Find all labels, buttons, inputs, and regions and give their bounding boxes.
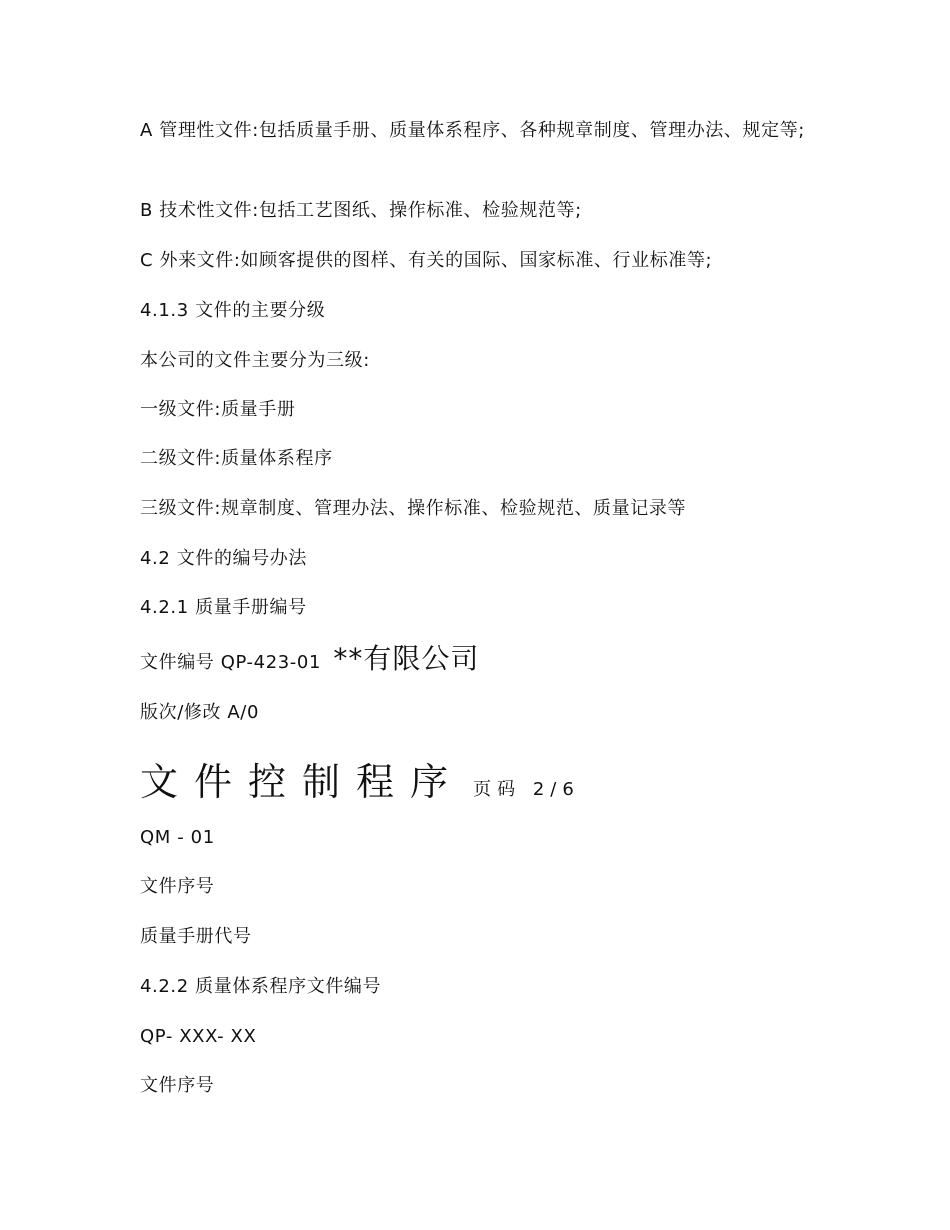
paragraph-management-docs: A 管理性文件:包括质量手册、质量体系程序、各种规章制度、管理办法、规定等; bbox=[140, 120, 805, 141]
paragraph-level-2: 二级文件:质量体系程序 bbox=[140, 448, 333, 469]
page-code: 页码 2/6 bbox=[473, 779, 580, 800]
file-serial-label: 文件序号 bbox=[140, 876, 215, 897]
paragraph-external-docs: C 外来文件:如顾客提供的图样、有关的国际、国家标准、行业标准等; bbox=[140, 250, 713, 271]
revision-line: 版次/修改 A/0 bbox=[140, 702, 260, 723]
paragraph-technical-docs: B 技术性文件:包括工艺图纸、操作标准、检验规范等; bbox=[140, 200, 582, 221]
doc-title: 文件控制程序 bbox=[140, 760, 465, 804]
title-row bbox=[140, 758, 580, 806]
file-serial-label-2: 文件序号 bbox=[140, 1075, 215, 1096]
section-heading-4-1-3: 4.1.3 文件的主要分级 bbox=[140, 300, 326, 321]
qp-pattern: QP- XXX- XX bbox=[140, 1026, 257, 1047]
company-name: **有限公司 bbox=[333, 642, 480, 675]
section-heading-4-2: 4.2 文件的编号办法 bbox=[140, 548, 307, 569]
manual-code-label: 质量手册代号 bbox=[140, 926, 252, 947]
paragraph-level-1: 一级文件:质量手册 bbox=[140, 399, 296, 420]
doc-number-label: 文件编号 QP-423-01 bbox=[140, 652, 321, 673]
paragraph-level-3: 三级文件:规章制度、管理办法、操作标准、检验规范、质量记录等 bbox=[140, 498, 687, 519]
paragraph-levels-intro: 本公司的文件主要分为三级: bbox=[140, 350, 370, 371]
doc-number-row bbox=[140, 644, 479, 678]
qm-code: QM - 01 bbox=[140, 827, 215, 848]
section-heading-4-2-1: 4.2.1 质量手册编号 bbox=[140, 597, 307, 618]
section-heading-4-2-2: 4.2.2 质量体系程序文件编号 bbox=[140, 976, 382, 997]
